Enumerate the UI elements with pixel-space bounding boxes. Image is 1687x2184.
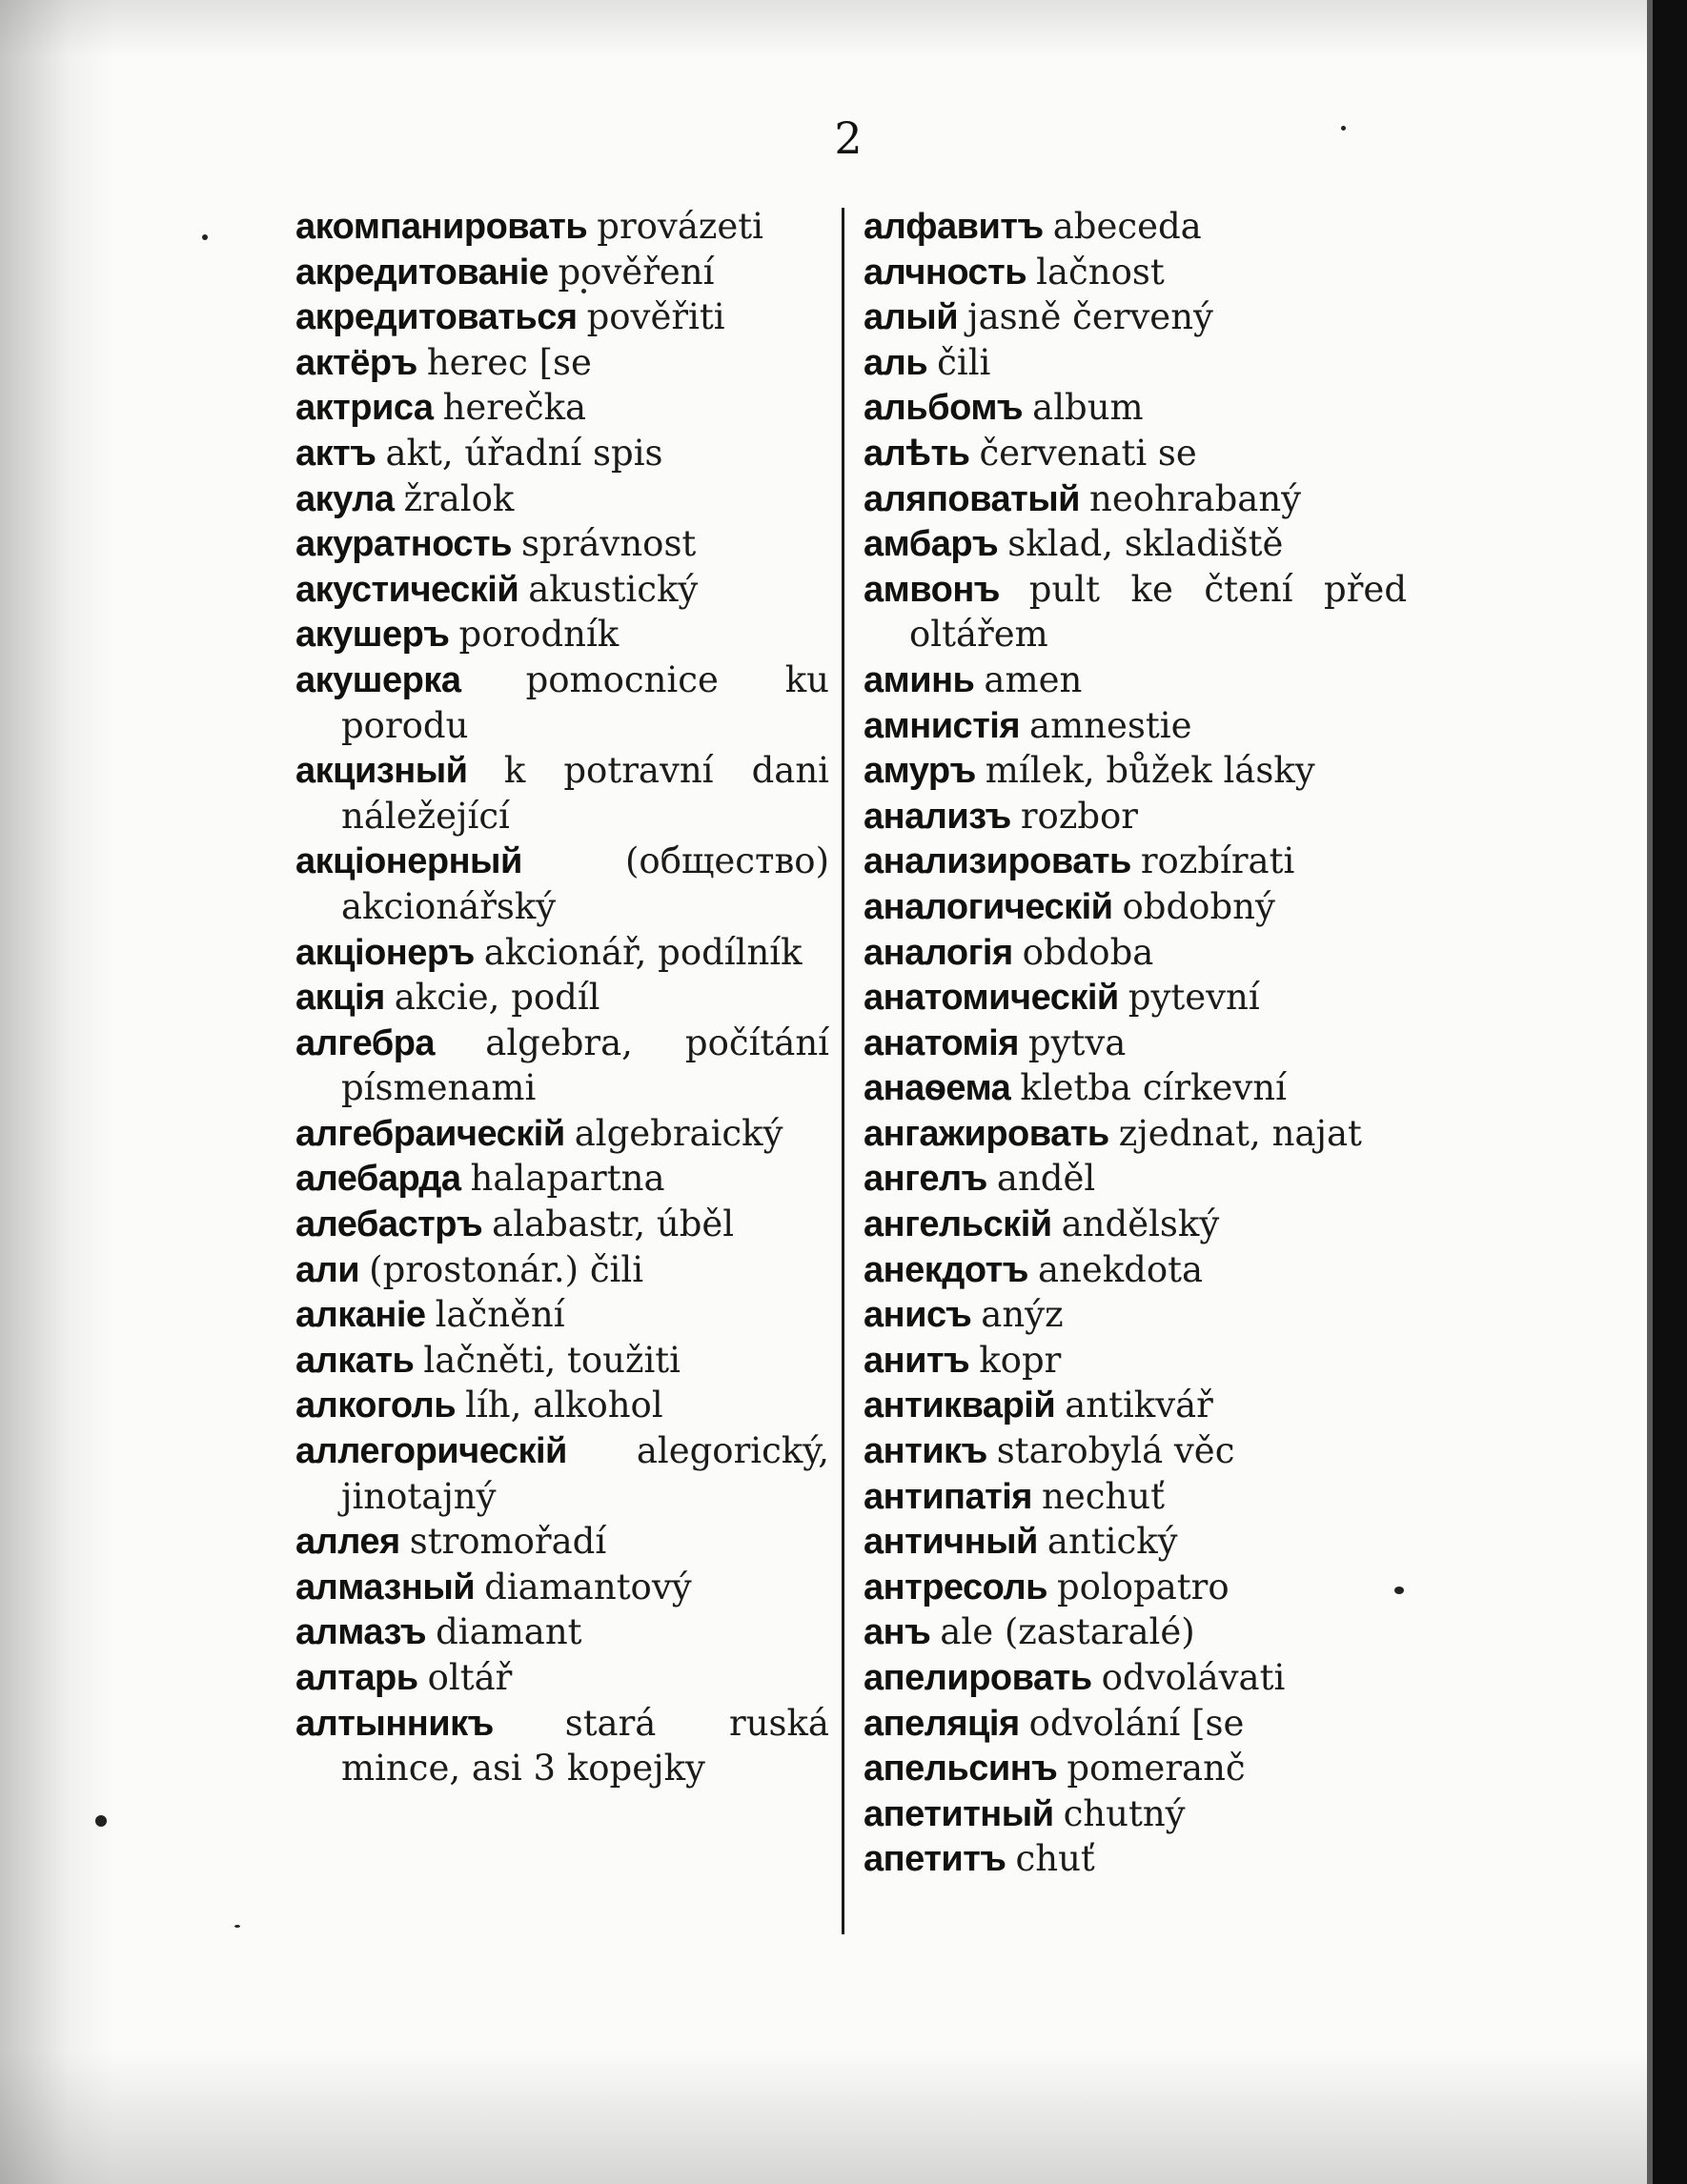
entry-translation: amnestie: [1029, 704, 1192, 746]
entry-headword: актёръ: [295, 342, 417, 383]
entry-headword: алфавитъ: [864, 207, 1044, 247]
entry-headword: алтарь: [295, 1658, 418, 1698]
entry-headword: алѣть: [864, 433, 970, 474]
entry-headword: анитъ: [864, 1340, 970, 1381]
right-column: [864, 204, 1407, 1882]
entry-headword: аллегорическій: [295, 1431, 567, 1472]
dictionary-entry: [864, 1292, 1407, 1338]
dictionary-entry: [295, 1655, 829, 1701]
entry-headword: акціонеръ: [295, 932, 475, 973]
entry-headword: актриса: [295, 388, 434, 429]
entry-headword: анъ: [864, 1612, 931, 1653]
dictionary-entry: [864, 975, 1407, 1021]
dictionary-entry: [864, 1383, 1407, 1428]
entry-translation: abeceda: [1052, 206, 1202, 247]
dictionary-entry: [864, 1565, 1407, 1610]
dictionary-entry: [864, 657, 1407, 703]
dictionary-entry: [864, 839, 1407, 884]
entry-headword: альбомъ: [864, 388, 1024, 429]
entry-headword: анатомія: [864, 1022, 1019, 1063]
entry-translation: oltář: [427, 1657, 513, 1698]
entry-headword: аналогическій: [864, 886, 1113, 927]
dictionary-entry: [864, 703, 1407, 749]
dictionary-entry: [864, 1701, 1407, 1747]
entry-translation: alegorický, jinotajný: [341, 1430, 829, 1517]
entry-translation: pytva: [1027, 1021, 1127, 1063]
entry-translation: odvolání [se: [1028, 1702, 1245, 1744]
dictionary-entry: [295, 1247, 829, 1293]
entry-headword: апеляція: [864, 1703, 1020, 1744]
entry-headword: алгебра: [295, 1022, 436, 1063]
dictionary-entry: [864, 1428, 1407, 1474]
entry-headword: аналогія: [864, 932, 1013, 973]
dictionary-entry: [295, 250, 829, 295]
entry-translation: zjednat, najat: [1118, 1112, 1362, 1154]
dictionary-entry: [864, 1021, 1407, 1066]
entry-headword: апетитный: [864, 1793, 1054, 1834]
entry-translation: pomeranč: [1067, 1748, 1246, 1790]
entry-translation: pomocnice ku porodu: [341, 658, 829, 746]
entry-headword: акредитоваться: [295, 297, 578, 338]
entry-headword: аминь: [864, 659, 975, 700]
entry-translation: pověření: [558, 251, 715, 293]
dictionary-entry: [295, 748, 829, 839]
dictionary-entry: [864, 1836, 1407, 1882]
scan-shadow-top: [0, 0, 1687, 57]
dictionary-entry: [864, 476, 1407, 522]
entry-translation: herec [se: [426, 341, 592, 383]
entry-translation: mílek, bůžek lásky: [985, 750, 1315, 792]
dictionary-entry: [295, 1202, 829, 1247]
scan-speck: [1341, 126, 1346, 131]
entry-headword: амвонъ: [864, 569, 1000, 610]
entry-translation: kletba církevní: [1020, 1067, 1287, 1109]
entry-translation: provázeti: [597, 206, 763, 247]
dictionary-entry: [295, 657, 829, 748]
entry-translation: porodník: [458, 614, 620, 656]
entry-headword: ангелъ: [864, 1159, 987, 1200]
entry-translation: stromořadí: [409, 1521, 607, 1563]
dictionary-entry: [864, 1746, 1407, 1791]
entry-translation: rozbor: [1020, 795, 1138, 837]
dictionary-entry: [864, 1655, 1407, 1701]
entry-headword: анекдотъ: [864, 1249, 1028, 1290]
dictionary-entry: [295, 975, 829, 1021]
entry-headword: антипатія: [864, 1476, 1032, 1517]
entry-translation: nechuť: [1041, 1475, 1165, 1517]
entry-headword: акустическій: [295, 569, 519, 610]
entry-translation: obdobný: [1122, 885, 1275, 927]
entry-headword: амуръ: [864, 751, 976, 792]
dictionary-entry: [295, 385, 829, 431]
entry-headword: актъ: [295, 433, 376, 474]
entry-headword: алкоголь: [295, 1385, 457, 1426]
entry-translation: starobylá věc: [996, 1430, 1235, 1472]
entry-translation: polopatro: [1056, 1566, 1230, 1608]
entry-translation: amen: [984, 658, 1083, 700]
entry-translation: neohrabaný: [1089, 477, 1302, 519]
entry-translation: (prostonár.) čili: [369, 1248, 644, 1290]
entry-translation: anýz: [981, 1294, 1064, 1336]
page-edge-dark: [1653, 0, 1687, 2184]
entry-headword: аллея: [295, 1522, 400, 1563]
entry-headword: анализъ: [864, 796, 1011, 837]
entry-translation: lačnost: [1036, 251, 1165, 293]
entry-headword: ангельскій: [864, 1204, 1052, 1245]
entry-headword: акомпанировать: [295, 207, 588, 247]
entry-translation: algebraický: [574, 1112, 783, 1154]
scan-speck: [202, 234, 208, 240]
entry-translation: album: [1032, 387, 1144, 429]
entry-translation: pověřiti: [586, 296, 725, 338]
entry-translation: kopr: [979, 1339, 1062, 1381]
dictionary-entry: [864, 340, 1407, 386]
entry-headword: акуратность: [295, 524, 513, 565]
entry-headword: антикварій: [864, 1385, 1056, 1426]
dictionary-entry: [864, 294, 1407, 340]
entry-headword: алмазный: [295, 1567, 476, 1608]
scan-speck: [95, 1815, 107, 1827]
entry-headword: алгебраическій: [295, 1113, 565, 1154]
entry-headword: антресоль: [864, 1567, 1047, 1608]
entry-translation: diamantový: [484, 1566, 692, 1608]
dictionary-entry: [295, 294, 829, 340]
dictionary-entry: [864, 930, 1407, 976]
dictionary-entry: [864, 1111, 1407, 1157]
entry-headword: амнистія: [864, 705, 1021, 746]
dictionary-entry: [864, 1791, 1407, 1837]
entry-translation: líh, alkohol: [465, 1385, 663, 1426]
dictionary-entry: [295, 1292, 829, 1338]
entry-translation: žralok: [403, 477, 515, 519]
entry-headword: алмазъ: [295, 1612, 427, 1653]
entry-headword: апетитъ: [864, 1839, 1006, 1880]
entry-headword: аляповатый: [864, 478, 1081, 519]
dictionary-entry: [864, 1156, 1407, 1202]
entry-headword: анализировать: [864, 841, 1131, 882]
dictionary-entry: [295, 839, 829, 929]
entry-translation: herečka: [442, 387, 587, 429]
entry-headword: алкать: [295, 1340, 415, 1381]
entry-translation: anděl: [996, 1158, 1096, 1200]
entry-translation: anekdota: [1037, 1248, 1204, 1290]
entry-translation: (общество) akcionářský: [341, 840, 829, 927]
dictionary-entry: [864, 385, 1407, 431]
dictionary-entry: [864, 250, 1407, 295]
entry-headword: алканіе: [295, 1295, 426, 1336]
dictionary-entry: [295, 340, 829, 386]
scan-speck: [234, 1925, 240, 1928]
entry-translation: algebra, počítání písmenami: [341, 1021, 829, 1109]
entry-headword: акцизный: [295, 751, 468, 792]
dictionary-entry: [864, 884, 1407, 930]
dictionary-entry: [864, 1609, 1407, 1655]
entry-headword: апелировать: [864, 1658, 1092, 1698]
dictionary-entry: [295, 1156, 829, 1202]
entry-translation: stará ruská mince, asi 3 kopejky: [341, 1702, 829, 1790]
entry-headword: алый: [864, 297, 959, 338]
column-divider: [842, 208, 844, 1934]
dictionary-entry: [864, 748, 1407, 794]
dictionary-entry: [864, 1065, 1407, 1111]
entry-translation: k potravní dani náležející: [341, 750, 829, 837]
entry-translation: správnost: [521, 523, 697, 565]
entry-headword: акушеръ: [295, 615, 450, 656]
dictionary-entry: [864, 204, 1407, 250]
entry-translation: rozbírati: [1140, 840, 1295, 882]
entry-headword: анаѳема: [864, 1068, 1011, 1109]
entry-translation: akt, úřadní spis: [385, 432, 663, 474]
entry-headword: акула: [295, 478, 395, 519]
scan-shadow-left: [0, 0, 114, 2184]
entry-headword: аль: [864, 342, 928, 383]
entry-headword: алчность: [864, 252, 1027, 293]
dictionary-entry: [864, 567, 1407, 657]
page-number: 2: [834, 112, 863, 164]
entry-translation: akustický: [528, 568, 699, 610]
dictionary-entry: [864, 1474, 1407, 1520]
dictionary-entry: [295, 930, 829, 976]
entry-headword: алтынникъ: [295, 1703, 494, 1744]
entry-translation: pult ke čtení před oltářem: [909, 568, 1408, 656]
entry-translation: akcie, podíl: [394, 977, 600, 1019]
dictionary-entry: [295, 431, 829, 476]
entry-headword: акціонерный: [295, 841, 522, 882]
entry-headword: антикъ: [864, 1431, 987, 1472]
entry-headword: алебастръ: [295, 1204, 483, 1245]
entry-translation: akcionář, podílník: [483, 931, 803, 973]
entry-translation: lačněti, toužiti: [423, 1339, 681, 1381]
entry-headword: али: [295, 1249, 360, 1290]
dictionary-entry: [295, 1428, 829, 1519]
dictionary-entry: [295, 1609, 829, 1655]
dictionary-entry: [295, 1021, 829, 1111]
dictionary-entry: [864, 1519, 1407, 1565]
entry-headword: античный: [864, 1522, 1038, 1563]
entry-headword: амбаръ: [864, 524, 999, 565]
entry-translation: obdoba: [1022, 931, 1154, 973]
dictionary-entry: [864, 794, 1407, 839]
entry-translation: jasně červený: [967, 296, 1213, 338]
entry-translation: antický: [1047, 1521, 1178, 1563]
entry-translation: odvolávati: [1101, 1657, 1286, 1698]
dictionary-entry: [864, 1247, 1407, 1293]
entry-translation: chutný: [1063, 1792, 1186, 1834]
dictionary-entry: [295, 1519, 829, 1565]
entry-headword: акушерка: [295, 659, 461, 700]
entry-translation: červenati se: [979, 432, 1197, 474]
dictionary-entry: [295, 1338, 829, 1384]
entry-headword: апельсинъ: [864, 1749, 1058, 1790]
dictionary-entry: [864, 1338, 1407, 1384]
dictionary-entry: [864, 431, 1407, 476]
entry-translation: lačnění: [435, 1294, 565, 1336]
entry-translation: sklad, skladiště: [1007, 523, 1284, 565]
entry-headword: алебарда: [295, 1159, 461, 1200]
dictionary-entry: [295, 567, 829, 613]
dictionary-entry: [295, 1565, 829, 1610]
entry-headword: акція: [295, 978, 385, 1019]
dictionary-entry: [295, 612, 829, 657]
entry-translation: halapartna: [470, 1158, 665, 1200]
entry-translation: chuť: [1015, 1838, 1095, 1880]
entry-headword: ангажировать: [864, 1113, 1109, 1154]
entry-translation: andělský: [1061, 1203, 1220, 1245]
dictionary-entry: [295, 521, 829, 567]
left-column: [295, 204, 829, 1791]
entry-translation: antikvář: [1065, 1385, 1213, 1426]
entry-translation: ale (zastaralé): [940, 1611, 1195, 1653]
dictionary-entry: [295, 204, 829, 250]
entry-headword: анатомическій: [864, 978, 1119, 1019]
dictionary-entry: [295, 1701, 829, 1791]
entry-headword: анисъ: [864, 1295, 972, 1336]
entry-translation: pytevní: [1128, 977, 1260, 1019]
dictionary-entry: [295, 1383, 829, 1428]
dictionary-entry: [295, 1111, 829, 1157]
dictionary-entry: [864, 521, 1407, 567]
dictionary-entry: [864, 1202, 1407, 1247]
entry-translation: čili: [937, 341, 991, 383]
dictionary-entry: [295, 476, 829, 522]
scan-shadow-bottom: [0, 2051, 1687, 2184]
entry-translation: alabastr, úběl: [492, 1203, 735, 1245]
entry-translation: diamant: [436, 1611, 582, 1653]
entry-headword: акредитованіе: [295, 252, 549, 293]
